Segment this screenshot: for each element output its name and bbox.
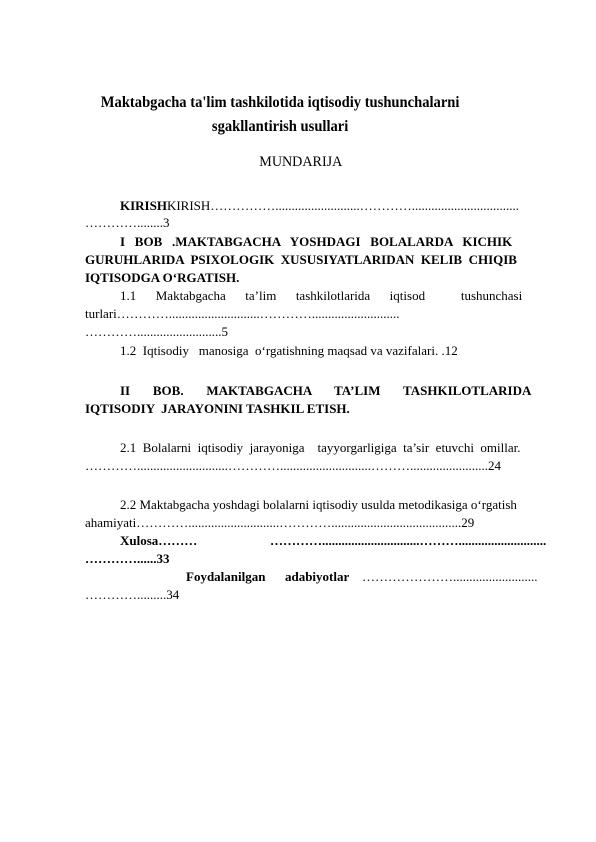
toc-chapter-1-line-2: GURUHLARIDA PSIXOLOGIK XUSUSIYATLARIDAN KELIB CHIQIB — [85, 252, 517, 267]
toc-references-label: Foydalanilgan adabiyotlar — [186, 569, 350, 584]
document-title-line-2: sgakllantirish usullari — [211, 118, 349, 135]
toc-section-1-2: 1.2 Iqtisodiy manosiga oʻrgatishning maqsad va vazifalari. .12 — [120, 343, 458, 358]
toc-intro-line-1 — [120, 198, 519, 214]
toc-section-2-2-line-2: ahamiyati…………............................…………........................................29 — [85, 515, 475, 530]
toc-section-1-1-line-2: turlari…………............................…………........................... — [85, 306, 400, 321]
toc-references-page: ………….........34 — [85, 587, 180, 602]
toc-section-1-1-line-3: …………..........................5 — [85, 324, 228, 339]
toc-conclusion-page: …………......33 — [85, 551, 170, 566]
toc-chapter-2-line-1: II BOB. MAKTABGACHA TA’LIM TASHKILOTLARIDA — [120, 383, 532, 398]
toc-intro-dots: KIRISH……………..........................…………................................. — [166, 198, 520, 213]
toc-section-1-1-line-1: 1.1 Maktabgacha ta’lim tashkilotlarida iqtisod tushunchasi — [120, 288, 523, 303]
toc-conclusion-label: Xulosa……… — [120, 533, 198, 548]
toc-section-2-1-line-2: …………............................…………............................………........................24 — [85, 458, 501, 473]
toc-conclusion-dots: …………..............................………........................... — [270, 533, 547, 548]
toc-intro-label: KIRISH — [120, 198, 167, 213]
toc-section-2-2-line-1: 2.2 Maktabgacha yoshdagi bolalarni iqtisodiy usulda metodikasiga oʻrgatish — [120, 497, 517, 512]
document-title-line-1: Maktabgacha ta'lim tashkilotida iqtisodiy tushunchalarni — [100, 94, 460, 111]
toc-chapter-1-line-3: IQTISODGA OʻRGATISH. — [85, 270, 240, 285]
toc-chapter-1-line-1: I BOB .MAKTABGACHA YOSHDAGI BOLALARDA KICHIK — [120, 234, 513, 249]
toc-references-dots: ………………….......................... — [362, 569, 538, 584]
toc-intro-page: …………........3 — [85, 215, 170, 230]
toc-chapter-2-line-2: IQTISODIY JARAYONINI TASHKIL ETISH. — [85, 401, 350, 416]
contents-heading: MUNDARIJA — [259, 154, 343, 170]
toc-section-2-1-line-1: 2.1 Bolalarni iqtisodiy jarayoniga tayyorgarligiga ta’sir etuvchi omillar. — [120, 440, 521, 455]
